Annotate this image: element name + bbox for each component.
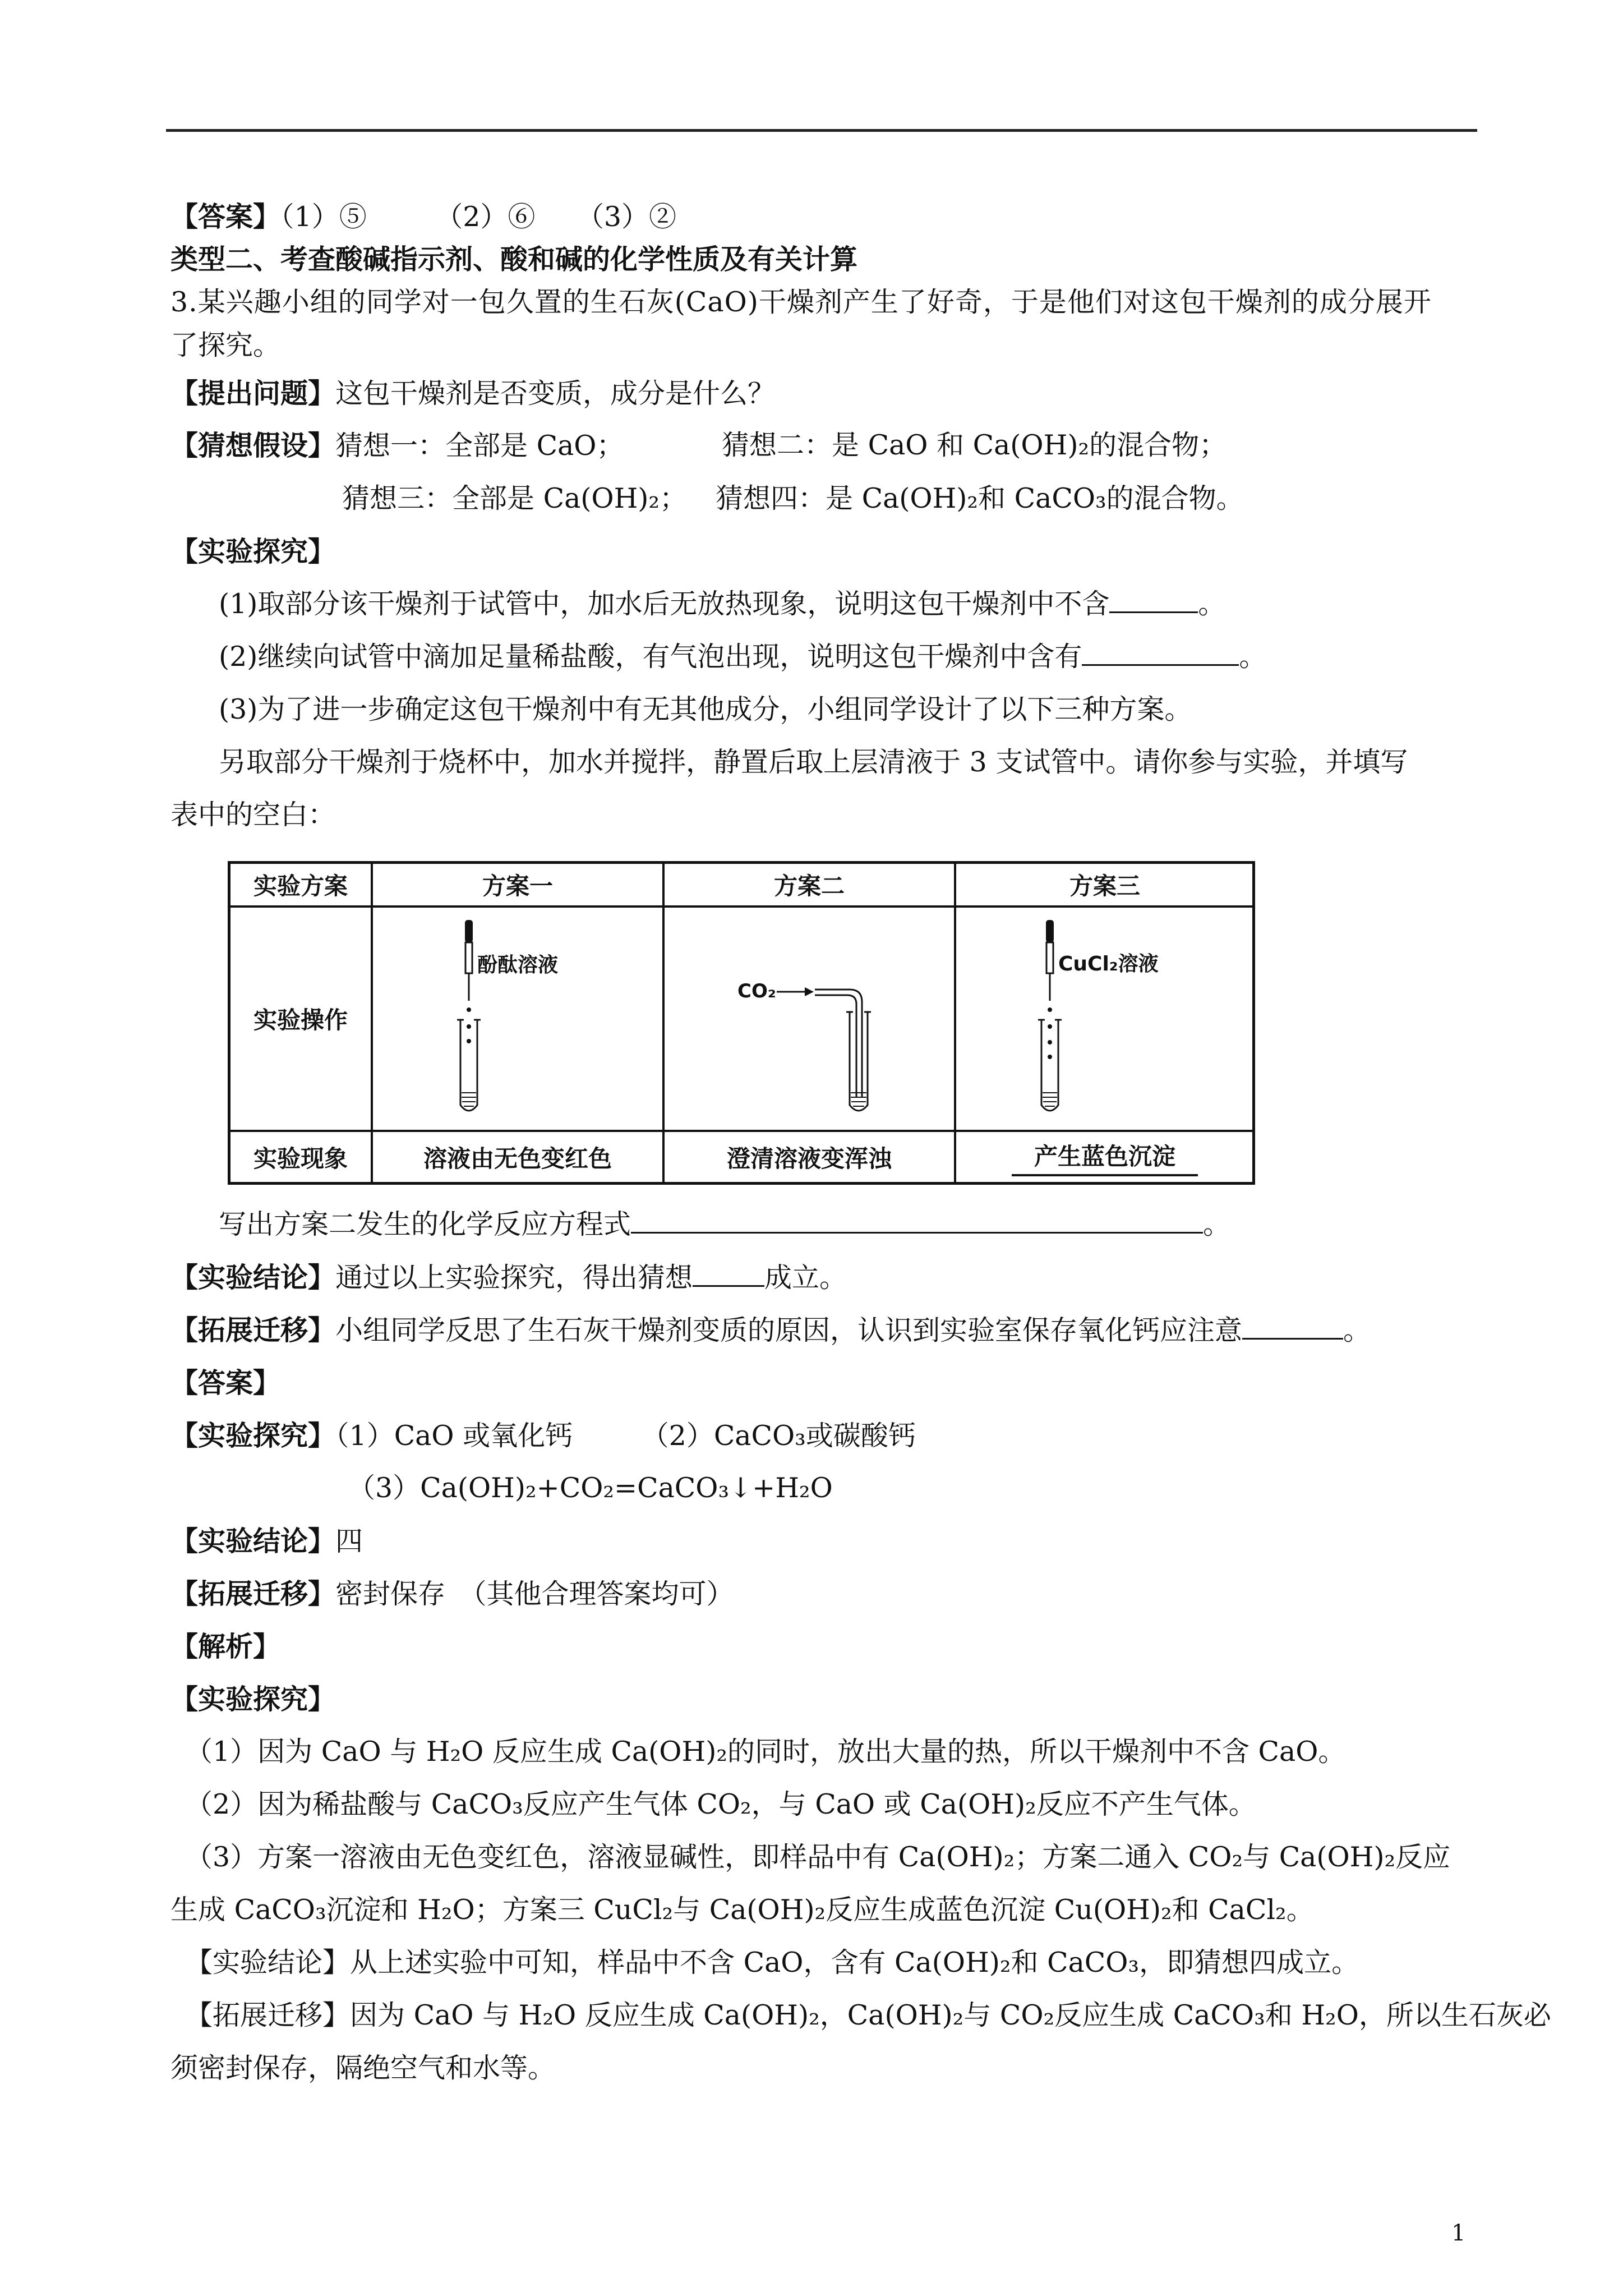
section-title: 类型二、考查酸碱指示剂、酸和碱的化学性质及有关计算	[170, 243, 858, 275]
hypothesis-2: 猜想二：是 CaO 和 Ca(OH)₂的混合物；	[722, 429, 1227, 461]
question-3-line-1: 3.某兴趣小组的同学对一包久置的生石灰(CaO)干燥剂产生了好奇，于是他们对这包干燥剂的成分展开	[170, 286, 1432, 318]
pose-question-text: 这包干燥剂是否变质，成分是什么？	[335, 378, 776, 409]
table-result-plan-3-text: 产生蓝色沉淀	[1012, 1138, 1198, 1176]
analysis-label: 【解析】	[170, 1630, 281, 1663]
equation-prompt	[219, 1207, 1230, 1242]
table-row-result-label: 实验现象	[253, 1144, 348, 1172]
analysis-extension-line-1: 【拓展迁移】因为 CaO 与 H₂O 反应生成 Ca(OH)₂，Ca(OH)₂与 CO₂反应生成 CaCO₃和 H₂O，所以生石灰必	[185, 1999, 1551, 2031]
answer-explore-3: （3）Ca(OH)₂+CO₂=CaCO₃↓+H₂O	[348, 1472, 833, 1504]
experiment-table	[228, 861, 1255, 1185]
reagent-label-co2: CO₂	[737, 980, 776, 1002]
answer-conclusion-label: 【实验结论】	[170, 1525, 336, 1557]
hypothesis-1: 猜想一：全部是 CaO；	[335, 430, 624, 462]
explore-step-1-end: 。	[1198, 588, 1226, 620]
answer-label: 【答案】	[170, 200, 281, 233]
analysis-conclusion: 【实验结论】从上述实验中可知，样品中不含 CaO，含有 Ca(OH)₂和 CaCO₃，即猜想四成立。	[185, 1947, 1359, 1978]
explore-step-1	[219, 587, 1225, 622]
reagent-label-phenolphthalein: 酚酞溶液	[477, 954, 559, 977]
answer-extension-label: 【拓展迁移】	[170, 1577, 336, 1610]
answer-explore-1-2: （1）CaO 或氧化钙 （2）CaCO₃或碳酸钙	[335, 1420, 916, 1452]
analysis-extension-line-2: 须密封保存，隔绝空气和水等。	[170, 2052, 556, 2084]
answer-blank-equation[interactable]	[631, 1208, 1203, 1234]
hypothesis-label: 【猜想假设】	[170, 429, 336, 462]
answer-explore-label: 【实验探究】	[170, 1419, 336, 1452]
table-header-plan-2: 方案二	[773, 872, 845, 900]
dropper-test-tube-illustration-2	[956, 908, 1253, 1130]
hypothesis-3: 猜想三：全部是 Ca(OH)₂；	[342, 482, 688, 514]
answer-explore-line-1	[170, 1418, 916, 1453]
pose-question	[170, 376, 775, 411]
conclusion-text: 通过以上实验探究，得出猜想	[335, 1262, 693, 1294]
conclusion-label: 【实验结论】	[170, 1261, 336, 1294]
answer-items: （1）⑤ （2）⑥ （3）②	[280, 201, 677, 233]
answer-blank-1[interactable]	[1109, 588, 1198, 613]
analysis-explore-1: （1）因为 CaO 与 H₂O 反应生成 Ca(OH)₂的同时，放出大量的热，所以干燥剂中不含 CaO。	[185, 1736, 1346, 1768]
analysis-explore-3-line-1: （3）方案一溶液由无色变红色，溶液显碱性，即样品中有 Ca(OH)₂；方案二通入 CO₂与 Ca(OH)₂反应	[185, 1841, 1451, 1873]
table-result-plan-2: 澄清溶液变浑浊	[726, 1144, 892, 1172]
table-header-scheme: 实验方案	[253, 872, 348, 900]
reagent-label-cucl2: CuCl₂溶液	[1058, 953, 1159, 976]
table-result-plan-1: 溶液由无色变红色	[423, 1144, 612, 1172]
explore-step-4-line-1: 另取部分干燥剂于烧杯中，加水并搅拌，静置后取上层清液于 3 支试管中。请你参与实验，并填写	[219, 746, 1408, 778]
dropper-test-tube-illustration	[373, 908, 662, 1130]
extension-text: 小组同学反思了生石灰干燥剂变质的原因，认识到实验室保存氧化钙应注意	[335, 1314, 1243, 1346]
analysis-explore-2: （2）因为稀盐酸与 CaCO₃反应产生气体 CO₂，与 CaO 或 Ca(OH)₂反应不产生气体。	[185, 1788, 1256, 1820]
answer-extension-line	[170, 1576, 734, 1612]
table-header-plan-3: 方案三	[1069, 872, 1140, 900]
answer-line-1	[170, 199, 676, 234]
explore-step-2	[219, 639, 1266, 674]
extension-end: 。	[1343, 1314, 1371, 1346]
conclusion-line	[170, 1260, 847, 1295]
extension-label: 【拓展迁移】	[170, 1314, 336, 1346]
answer-label-2: 【答案】	[170, 1366, 281, 1399]
analysis-explore-3-line-2: 生成 CaCO₃沉淀和 H₂O；方案三 CuCl₂与 Ca(OH)₂反应生成蓝色沉淀 Cu(OH)₂和 CaCl₂。	[170, 1894, 1314, 1926]
hypothesis-4: 猜想四：是 Ca(OH)₂和 CaCO₃的混合物。	[716, 482, 1244, 514]
explore-step-1-text: (1)取部分该干燥剂于试管中，加水后无放热现象，说明这包干燥剂中不含	[219, 588, 1110, 620]
table-result-plan-3	[956, 1132, 1253, 1182]
equation-prompt-end: 。	[1203, 1208, 1231, 1240]
hypothesis-row-1	[170, 428, 624, 463]
conclusion-end: 成立。	[764, 1262, 847, 1294]
analysis-explore-label: 【实验探究】	[170, 1683, 336, 1715]
explore-step-4-line-2: 表中的空白：	[170, 799, 336, 831]
gas-bubbling-illustration	[665, 908, 954, 1130]
explore-step-2-text: (2)继续向试管中滴加足量稀盐酸，有气泡出现，说明这包干燥剂中含有	[219, 641, 1082, 673]
question-3-line-2: 了探究。	[170, 329, 281, 361]
page-number: 1	[1451, 2220, 1466, 2246]
explore-step-3: (3)为了进一步确定这包干燥剂中有无其他成分，小组同学设计了以下三种方案。	[219, 693, 1192, 725]
answer-conclusion-line	[170, 1524, 363, 1559]
answer-blank-extension[interactable]	[1242, 1314, 1343, 1340]
equation-prompt-text: 写出方案二发生的化学反应方程式	[219, 1208, 631, 1240]
extension-line	[170, 1313, 1371, 1348]
answer-conclusion-text: 四	[335, 1525, 363, 1557]
explore-label: 【实验探究】	[170, 535, 336, 568]
answer-blank-2[interactable]	[1082, 641, 1239, 666]
answer-extension-text: 密封保存 （其他合理答案均可）	[335, 1578, 734, 1610]
explore-step-2-end: 。	[1239, 641, 1267, 673]
table-row-operation-label: 实验操作	[253, 1006, 348, 1034]
header-rule	[166, 129, 1477, 132]
table-header-plan-1: 方案一	[482, 872, 553, 900]
answer-blank-conclusion[interactable]	[693, 1262, 764, 1287]
pose-question-label: 【提出问题】	[170, 377, 336, 409]
